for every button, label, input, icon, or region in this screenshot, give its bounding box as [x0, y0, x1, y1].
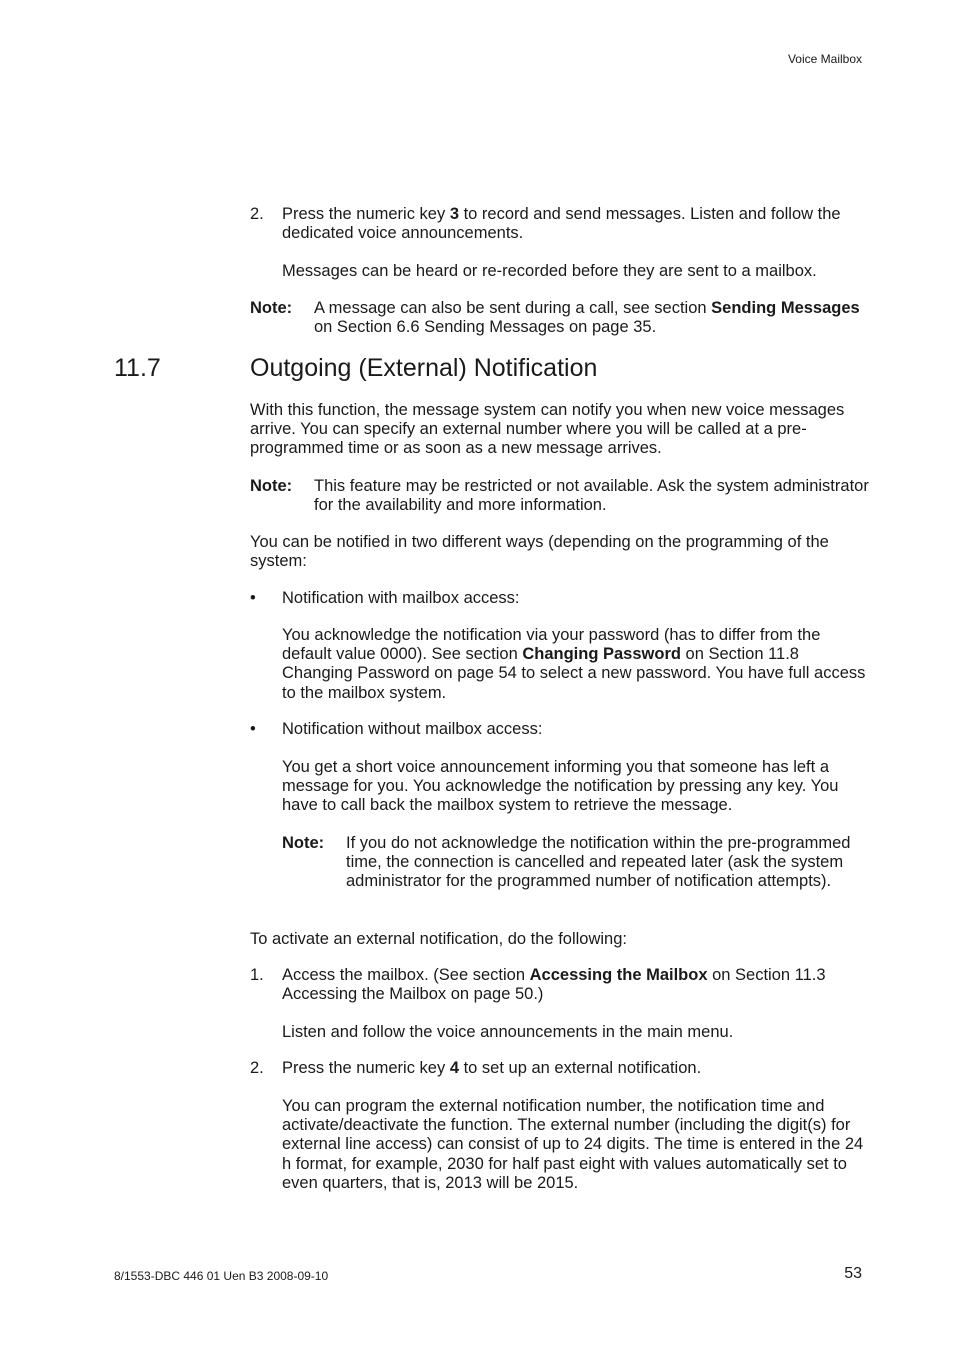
note — [282, 834, 852, 892]
running-header: Voice Mailbox — [787, 52, 862, 66]
note-label: Note: — [282, 834, 325, 852]
list-item — [250, 205, 870, 243]
section-title: Outgoing (External) Notification — [250, 354, 598, 382]
page-number: 53 — [844, 1265, 862, 1282]
paragraph: You acknowledge the notification via your password (has to differ from the default value 0000). See section Changing Password on Section 11.8 Changing Password on page 54 to select a new password. You have full access to the mailbox system. — [282, 626, 866, 702]
paragraph: You can be notified in two different ways (depending on the programming of the system: — [250, 533, 829, 571]
section-number: 11.7 — [114, 354, 161, 382]
paragraph: With this function, the message system can notify you when new voice messages arrive. You can specify an external number where you will be called at a pre-programmed time or as soon as a new message arrives. — [250, 401, 845, 458]
step-number: 2. — [250, 1059, 264, 1077]
paragraph: Listen and follow the voice announcements in the main menu. — [282, 1023, 734, 1041]
paragraph: Messages can be heard or re-recorded before they are sent to a mailbox. — [282, 262, 817, 280]
note-text: This feature may be restricted or not available. Ask the system administrator for the availability and more information. — [314, 477, 869, 515]
step-text: Press the numeric key 3 to record and send messages. Listen and follow the dedicated voice announcements. — [282, 205, 841, 243]
note-text: If you do not acknowledge the notification within the pre-programmed time, the connection is cancelled and repeated later (ask the system administrator for the programmed number of notification attempts). — [346, 834, 851, 891]
step-text: Access the mailbox. (See section Accessing the Mailbox on Section 11.3 Accessing the Mailbox on page 50.) — [282, 966, 826, 1004]
paragraph: You get a short voice announcement informing you that someone has left a message for you. You acknowledge the notification by pressing any key. You have to call back the mailbox system to retrieve the message. — [282, 758, 839, 815]
note — [250, 299, 870, 337]
note-label: Note: — [250, 477, 293, 495]
step-number: 2. — [250, 205, 264, 223]
list-item — [250, 966, 870, 1004]
bullet-text: Notification with mailbox access: — [282, 589, 520, 607]
bullet-icon: • — [250, 589, 256, 607]
step-number: 1. — [250, 966, 264, 984]
step-text: Press the numeric key 4 to set up an external notification. — [282, 1059, 702, 1077]
bullet-icon: • — [250, 720, 256, 738]
note — [250, 477, 870, 515]
document-id: 8/1553-DBC 446 01 Uen B3 2008-09-10 — [114, 1269, 329, 1283]
list-item — [250, 720, 870, 739]
list-item — [250, 1059, 870, 1078]
bullet-text: Notification without mailbox access: — [282, 720, 543, 738]
note-text: A message can also be sent during a call, see section Sending Messages on Section 6.6 Sending Messages on page 35. — [314, 299, 860, 337]
list-item — [250, 589, 870, 608]
paragraph: To activate an external notification, do the following: — [250, 930, 627, 948]
note-label: Note: — [250, 299, 293, 317]
paragraph: You can program the external notification number, the notification time and activate/deactivate the function. The external number (including the digit(s) for external line access) can consist of up to 24 digits. The time is entered in the 24 h format, for example, 2030 for half past eight with values automatically set to even quarters, that is, 2013 will be 2015. — [282, 1097, 864, 1192]
